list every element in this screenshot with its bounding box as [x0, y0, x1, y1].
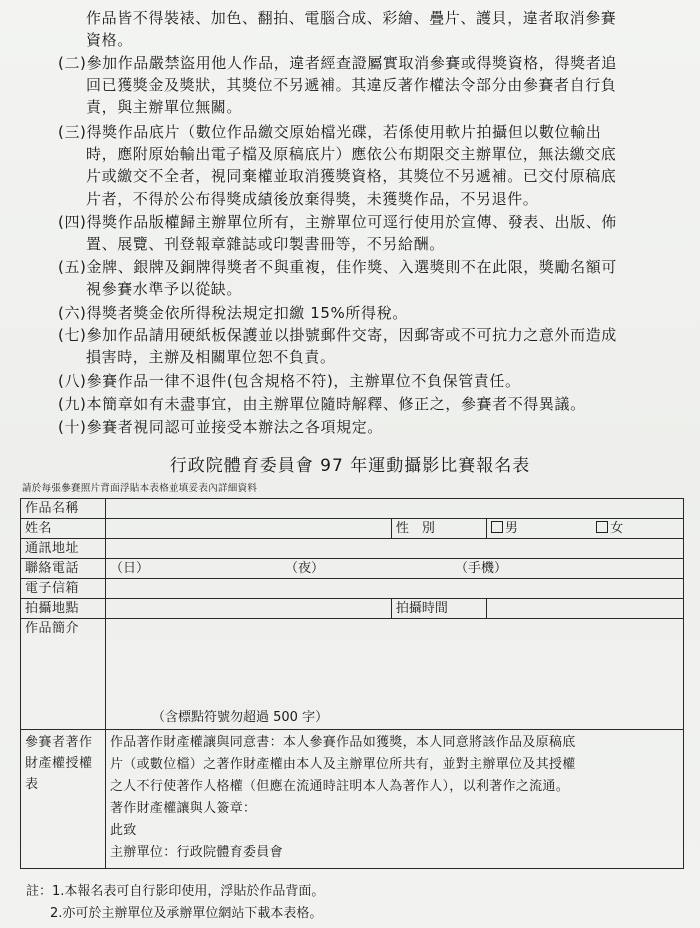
- intro-label: 作品簡介: [21, 619, 106, 730]
- intro-hint: （含標點符號勿超過 500 字）: [152, 710, 329, 725]
- rule-line: 損害時，主辦及相關單位恕不負責。: [86, 348, 336, 366]
- gender-label: 性 別: [391, 519, 486, 539]
- rights-line: 之人不行使著作人格權（但應在流通時註明本人為著作人），以利著作之流通。: [110, 779, 570, 794]
- rule-line: 片或繳交不全者，視同棄權並取消獲獎資格，其獎位不另遞補。已交付原稿底: [86, 167, 617, 185]
- rule-line: 時，應附原始輸出電子檔及原稿底片）應依公布期限交主辦單位，無法繳交底: [86, 145, 617, 163]
- name-label: 姓名: [21, 519, 106, 539]
- male-option-label: 男: [504, 521, 518, 536]
- phone-label: 聯絡電話: [21, 559, 106, 579]
- rule-line: (二)參加作品嚴禁盜用他人作品，違者經查證屬實取消參賽或得獎資格，得獎者追: [58, 54, 617, 72]
- rights-signer-label: 著作財產權讓與人簽章：: [110, 801, 257, 816]
- rights-line: 作品著作財產權讓與同意書：本人參賽作品如獲獎，本人同意將該作品及原稿底: [110, 735, 576, 750]
- location-field[interactable]: [106, 599, 392, 619]
- female-option-label: 女: [610, 521, 624, 536]
- phone-fields[interactable]: [106, 559, 684, 579]
- time-field[interactable]: [486, 599, 683, 619]
- rule-line: 片者，不得於公布得獎成績後放棄得獎，未獲獎作品，不另退件。: [86, 190, 539, 208]
- phone-mobile-label: （手機）: [455, 561, 508, 576]
- rule-line: (八)參賽作品一律不退件(包含規格不符)，主辦單位不負保管責任。: [58, 372, 521, 390]
- note-line: 註：1.本報名表可自行影印使用，浮貼於作品背面。: [26, 884, 325, 899]
- form-title: 行政院體育委員會 97 年運動攝影比賽報名表: [169, 456, 531, 476]
- row-intro: [21, 619, 684, 730]
- phone-day-label: （日）: [110, 561, 150, 576]
- rule-line: (四)得獎作品版權歸主辦單位所有，主辦單位可逕行使用於宣傳、發表、出版、佈: [58, 213, 617, 231]
- form-instruction: 請於每張參賽照片背面浮貼本表格並填妥表內詳細資料: [22, 483, 258, 494]
- rule-line: (五)金牌、銀牌及銅牌得獎者不與重複，佳作獎、入選獎則不在此限，獎勵名額可: [58, 258, 617, 276]
- location-label: 拍攝地點: [21, 599, 106, 619]
- email-field[interactable]: [106, 579, 684, 599]
- rule-line: (七)參加作品請用硬紙板保護並以掛號郵件交寄，因郵寄或不可抗力之意外而造成: [58, 326, 617, 344]
- address-field[interactable]: [106, 539, 684, 559]
- intro-field[interactable]: [106, 619, 684, 730]
- row-phone: [21, 559, 684, 579]
- organizer-line: 主辦單位：行政院體育委員會: [110, 845, 283, 860]
- address-label: 通訊地址: [21, 539, 106, 559]
- phone-night-label: （夜）: [285, 561, 325, 576]
- row-work-name: [21, 499, 684, 519]
- rule-line: (六)得獎者獎金依所得稅法規定扣繳 15%所得稅。: [58, 304, 408, 322]
- rule-line: 回已獲獎金及獎狀，其獎位不另遞補。其違反著作權法令部分由參賽者自行負: [86, 76, 617, 94]
- note-line: 2.亦可於主辦單位及承辦單位網站下載本表格。: [50, 906, 323, 921]
- rule-line: 置、展覽、刊登報章雜誌或印製書冊等，不另給酬。: [86, 235, 445, 253]
- rule-line: (九)本簡章如有未盡事宜，由主辦單位隨時解釋、修正之，參賽者不得異議。: [58, 395, 586, 413]
- gender-options: [486, 519, 683, 539]
- work-name-field[interactable]: [106, 499, 684, 519]
- row-email: [21, 579, 684, 599]
- work-name-label: 作品名稱: [21, 499, 106, 519]
- rights-line: 片（或數位檔）之著作財產權由本人及主辦單位所共有，並對主辦單位及其授權: [110, 757, 576, 772]
- rule-line: 視參賽水準予以從缺。: [86, 280, 243, 298]
- rule-line: (三)得獎作品底片（數位作品繳交原始檔光碟，若係使用軟片拍攝但以數位輸出: [58, 123, 602, 141]
- bleed-through-text: [10, 360, 22, 377]
- name-field[interactable]: [106, 519, 392, 539]
- rule-line: 作品皆不得裝裱、加色、翻拍、電腦合成、彩繪、疊片、護貝，違者取消參賽: [86, 9, 617, 27]
- row-rights: [21, 730, 684, 869]
- row-address: [21, 539, 684, 559]
- row-name: [21, 519, 684, 539]
- registration-form: [20, 498, 684, 869]
- email-label: 電子信箱: [21, 579, 106, 599]
- footer-notes: [26, 881, 324, 925]
- rights-statement: [106, 730, 684, 869]
- female-checkbox[interactable]: [596, 521, 608, 533]
- salutation: 此致: [110, 823, 137, 838]
- male-checkbox[interactable]: [491, 521, 503, 533]
- time-label: 拍攝時間: [391, 599, 486, 619]
- rule-line: (十)參賽者視同認可並接受本辦法之各項規定。: [58, 418, 383, 436]
- rule-line: 責，與主辦單位無關。: [86, 98, 243, 116]
- row-location-time: [21, 599, 684, 619]
- rights-label: 參賽者著作財產權授權表: [21, 730, 106, 869]
- rule-line: 資格。: [86, 31, 133, 49]
